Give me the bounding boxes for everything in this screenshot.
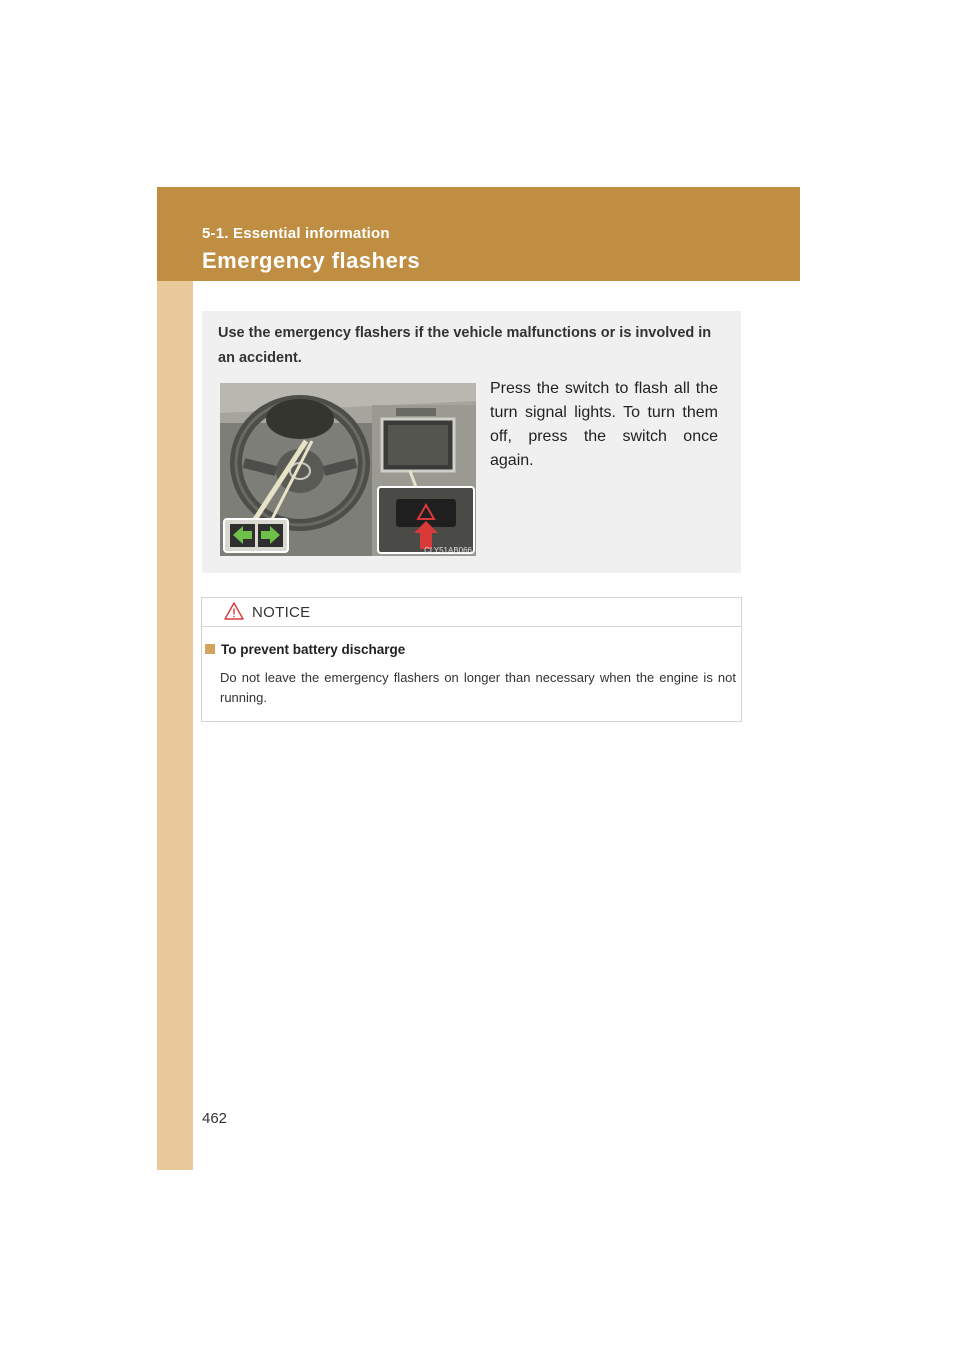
section-label: 5-1. Essential information [202, 225, 390, 242]
intro-lead: Use the emergency flashers if the vehicle malfunctions or is involved in an accident. [218, 325, 712, 366]
warning-triangle-icon [224, 601, 244, 621]
instruction-text: Press the switch to flash all the turn signal lights. To turn them off, press the switch once again. [490, 380, 718, 469]
intro-box [202, 311, 741, 573]
page-number: 462 [202, 1110, 228, 1127]
notice-header [202, 598, 741, 627]
notice-subheading [205, 642, 405, 657]
figure-code: CLY51AB066 [424, 546, 472, 555]
dashboard-drawing [220, 383, 476, 556]
notice-title: NOTICE [252, 604, 311, 621]
dashboard-illustration [220, 383, 476, 556]
side-strip [157, 187, 193, 1170]
bullet-square-icon [205, 644, 215, 654]
notice-subheading-text: To prevent battery discharge [221, 642, 406, 657]
notice-body: Do not leave the emergency flashers on longer than necessary when the engine is not running. [220, 670, 736, 705]
page-title: Emergency flashers [202, 248, 421, 273]
notice-box [201, 597, 742, 722]
